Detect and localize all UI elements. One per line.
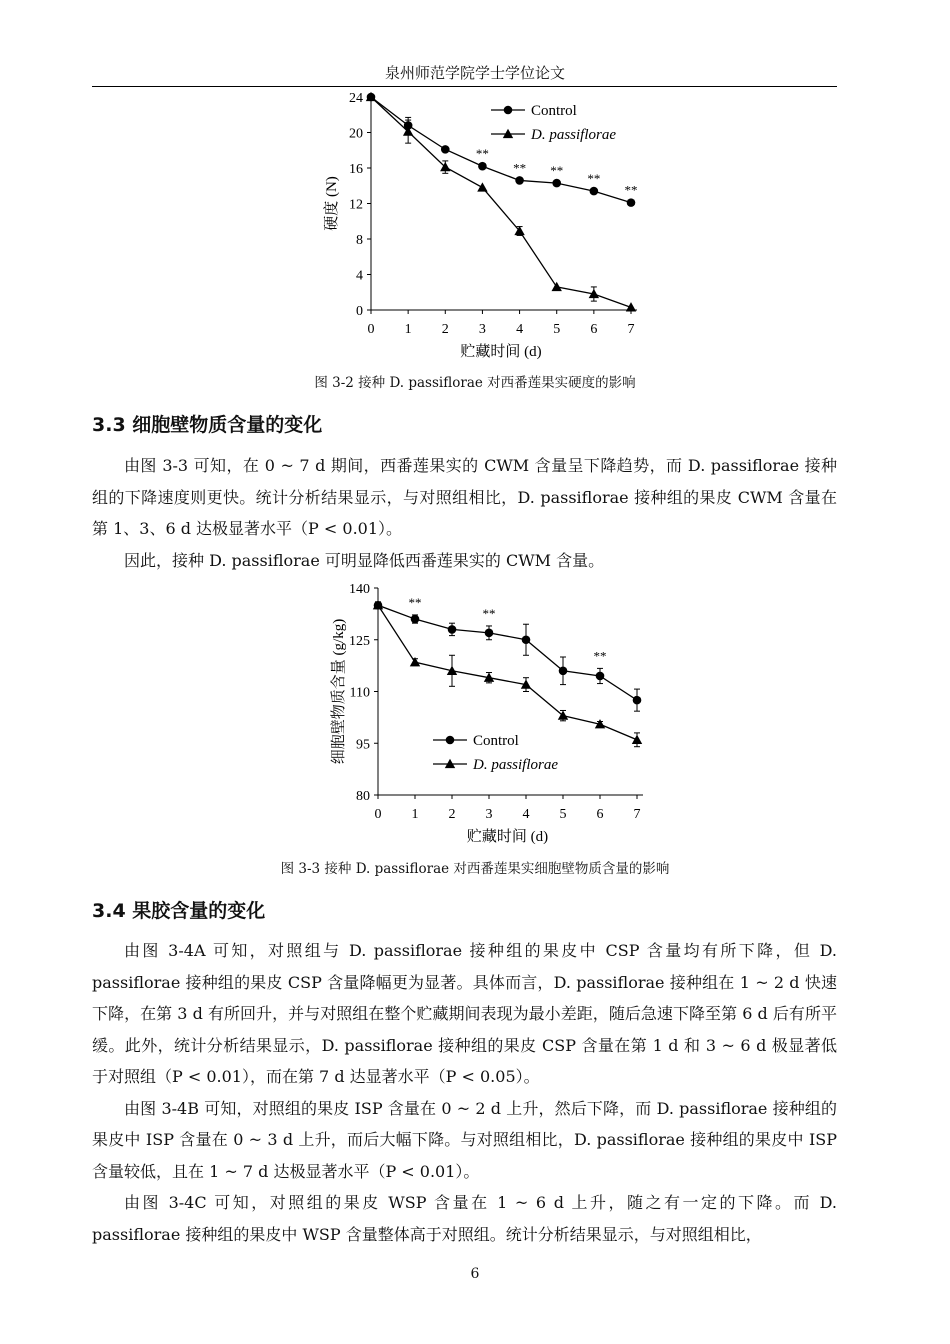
y-tick-label: 0	[356, 304, 363, 319]
figure-3-3-caption: 图 3-3 接种 D. passiflorae 对西番莲果实细胞壁物质含量的影响	[280, 861, 670, 877]
paragraph: 由图 3-3 可知，在 0 ~ 7 d 期间，西番莲果实的 CWM 含量呈下降趋势，而 D. passiflorae 接种组的下降速度则更快。统计分析结果显示，与对照组相比，D. passiflorae 接种组的果皮 CWM 含量在第 1、3、6 d 达极显著水平（P < 0.01）。	[92, 456, 837, 538]
x-tick-label: 6	[590, 322, 598, 337]
control-data-point	[515, 176, 524, 185]
cwm-chart	[300, 574, 660, 854]
section-3-3-title: 3.3 细胞壁物质含量的变化	[92, 414, 323, 436]
control-data-point	[596, 672, 605, 681]
paragraph: 由图 3-4A 可知，对照组与 D. passiflorae 接种组的果皮中 CSP 含量均有所下降，但 D. passiflorae 接种组的果皮 CSP 含量降幅更为显著。具体而言，D. passiflorae 接种组在 1 ~ 2 d 快速下降，在第 3 d 有所回升，并与对照组在整个贮藏期间表现为最小差距，随后急速下降至第 6 d 后有所平缓。此外，统计分析结果显示，D. passiflorae 接种组的果皮 CSP 含量在第 1 d 和 3 ~ 6 d 极显著低于对照组（P < 0.01），而在第 7 d 达显著水平（P < 0.05）。	[92, 941, 837, 1086]
y-tick-label: 12	[349, 197, 363, 213]
treatment-data-point	[626, 302, 636, 311]
x-tick-label: 4	[522, 807, 530, 822]
control-data-point	[485, 629, 494, 638]
x-axis-label: 贮藏时间 (d)	[466, 829, 549, 845]
control-data-point	[552, 179, 561, 188]
x-tick-label: 3	[485, 807, 493, 822]
treatment-data-point	[632, 735, 642, 744]
control-data-point	[478, 162, 487, 171]
y-tick-label: 4	[356, 268, 363, 284]
control-data-point	[627, 198, 636, 207]
significance-marker: **	[624, 182, 638, 198]
legend-control-marker	[504, 106, 513, 115]
control-data-point	[522, 635, 531, 644]
y-tick-label: 140	[349, 582, 370, 597]
control-data-point	[441, 145, 450, 154]
significance-marker: **	[475, 146, 489, 162]
treatment-data-point	[552, 282, 562, 291]
firmness-chart	[300, 86, 660, 368]
paragraph: 由图 3-4C 可知，对照组的果皮 WSP 含量在 1 ~ 6 d 上升，随之有一定的下降。而 D. passiflorae 接种组的果皮中 WSP 含量整体高于对照组。统计分析结果显示，与对照组相比，	[92, 1193, 837, 1244]
x-tick-label: 5	[553, 322, 561, 337]
y-tick-label: 20	[349, 126, 363, 142]
control-data-point	[448, 625, 457, 634]
control-data-point	[633, 696, 642, 705]
page-header: 泉州师范学院学士学位论文	[384, 64, 565, 82]
treatment-data-point	[410, 657, 420, 666]
x-tick-label: 2	[448, 807, 456, 822]
x-tick-label: 0	[374, 807, 382, 822]
legend-treatment-label: D. passiflorae	[531, 127, 617, 143]
legend-control-marker	[446, 736, 455, 745]
significance-marker: **	[550, 163, 564, 179]
significance-marker: **	[593, 648, 607, 664]
section-3-4-body	[92, 935, 837, 1250]
page-number: 6	[470, 1266, 480, 1282]
x-axis-label: 贮藏时间 (d)	[460, 344, 542, 360]
x-tick-label: 0	[367, 322, 375, 337]
x-tick-label: 7	[633, 807, 641, 822]
y-tick-label: 24	[349, 91, 363, 106]
control-data-point	[559, 667, 568, 676]
legend-control-label: Control	[531, 103, 577, 119]
x-tick-label: 5	[559, 807, 567, 822]
x-tick-label: 1	[411, 807, 419, 822]
x-tick-label: 1	[404, 322, 412, 337]
y-tick-label: 16	[349, 162, 363, 177]
treatment-data-point	[477, 182, 487, 191]
legend-control-label: Control	[473, 733, 519, 749]
legend-treatment-label: D. passiflorae	[473, 757, 559, 773]
significance-marker: **	[587, 171, 601, 187]
x-tick-label: 4	[516, 322, 524, 337]
section-3-3-body	[92, 450, 837, 576]
paragraph: 由图 3-4B 可知，对照组的果皮 ISP 含量在 0 ~ 2 d 上升，然后下降，而 D. passiflorae 接种组的果皮中 ISP 含量在 0 ~ 3 d 上升，而后大幅下降。与对照组相比，D. passiflorae 接种组的果皮中 ISP 含量较低，且在 1 ~ 7 d 达极显著水平（P < 0.01）。	[92, 1098, 837, 1181]
x-tick-label: 2	[441, 322, 449, 337]
y-tick-label: 95	[356, 737, 370, 753]
paragraph: 因此，接种 D. passiflorae 可明显降低西番莲果实的 CWM 含量。	[124, 550, 605, 570]
x-tick-label: 7	[627, 322, 635, 337]
control-data-point	[590, 187, 599, 196]
section-3-4-title: 3.4 果胶含量的变化	[92, 900, 266, 922]
y-tick-label: 110	[349, 685, 370, 701]
x-tick-label: 6	[596, 807, 604, 822]
y-tick-label: 8	[356, 233, 363, 248]
control-data-point	[411, 615, 420, 624]
y-axis-label: 硬度 (N)	[324, 176, 340, 231]
y-axis-label: 细胞壁物质含量 (g/kg)	[331, 618, 347, 765]
figure-3-2-caption: 图 3-2 接种 D. passiflorae 对西番莲果实硬度的影响	[314, 375, 636, 391]
x-tick-label: 3	[478, 322, 486, 337]
significance-marker: **	[408, 594, 422, 610]
significance-marker: **	[513, 160, 527, 176]
y-tick-label: 125	[349, 633, 370, 649]
control-series-line	[371, 97, 631, 203]
significance-marker: **	[482, 605, 496, 621]
y-tick-label: 80	[356, 789, 370, 804]
